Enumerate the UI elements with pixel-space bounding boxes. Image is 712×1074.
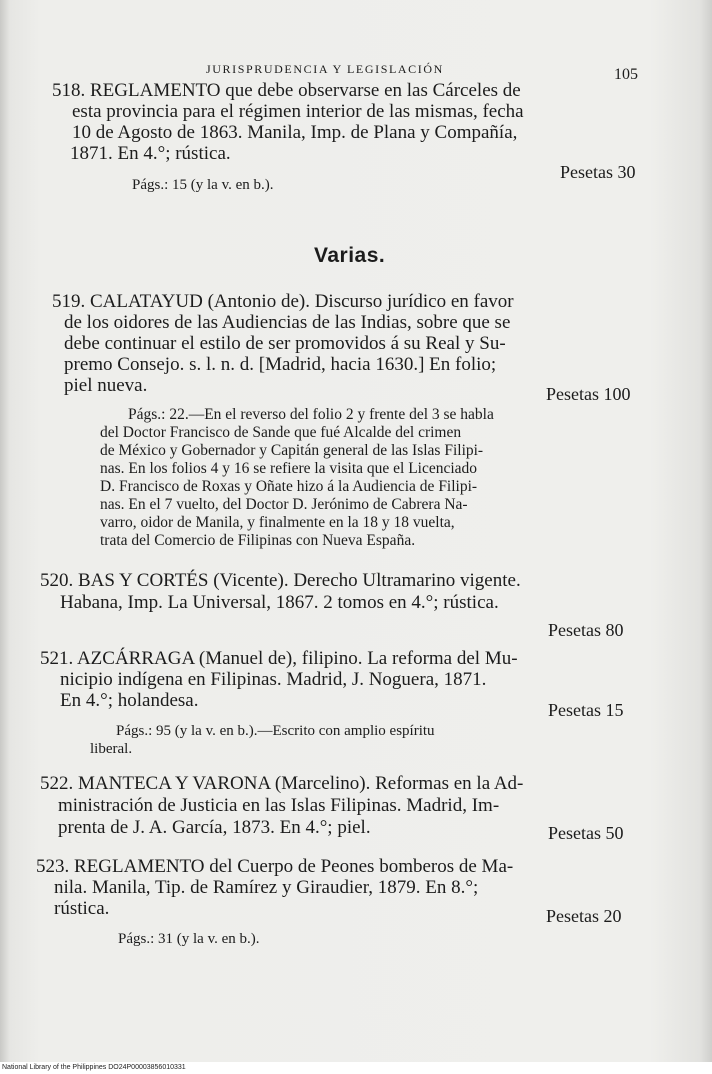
note-line: de México y Gobernador y Capitán general de las Islas Filipi- [100,442,484,459]
entry-line: de los oidores de las Audiencias de las Indias, sobre que se [64,312,511,333]
price: Pesetas 20 [546,906,622,926]
entry-line: 520. BAS Y CORTÉS (Vicente). Derecho Ultramarino vigente. [40,570,521,591]
pages-note: Págs.: 15 (y la v. en b.). [132,177,274,193]
scan-footer: National Library of the Philippines DO24P00003856010331 [2,1064,186,1071]
price: Pesetas 80 [548,620,624,640]
entry-line: 523. REGLAMENTO del Cuerpo de Peones bomberos de Ma- [36,856,514,877]
note-line: del Doctor Francisco de Sande que fué Alcalde del crimen [100,424,462,441]
pages-note: Págs.: 95 (y la v. en b.).—Escrito con amplio espíritu [116,723,435,739]
note-line: nas. En el 7 vuelto, del Doctor D. Jerónimo de Cabrera Na- [100,496,468,513]
running-head: JURISPRUDENCIA Y LEGISLACIÓN [206,62,444,76]
note-line: D. Francisco de Roxas y Oñate hizo á la Audiencia de Filipi- [100,478,478,495]
entry-line: 519. CALATAYUD (Antonio de). Discurso jurídico en favor [52,291,514,312]
entry-line: debe continuar el estilo de ser promovidos á su Real y Su- [64,333,506,354]
entry-line: rústica. [54,898,110,919]
entry-line: premo Consejo. s. l. n. d. [Madrid, hacia 1630.] En folio; [64,354,497,375]
entry-line: nila. Manila, Tip. de Ramírez y Giraudier, 1879. En 8.°; [54,877,479,898]
section-title: Varias. [314,244,386,267]
entry-line: 518. REGLAMENTO que debe observarse en las Cárceles de [52,80,521,101]
pages-note: liberal. [90,741,133,757]
entry-line: prenta de J. A. García, 1873. En 4.°; piel. [58,817,371,838]
price: Pesetas 50 [548,823,624,843]
entry-line: Habana, Imp. La Universal, 1867. 2 tomos en 4.°; rústica. [60,592,499,613]
note-line: trata del Comercio de Filipinas con Nueva España. [100,532,416,549]
price: Pesetas 100 [546,384,631,404]
entry-line: esta provincia para el régimen interior de las mismas, fecha [72,101,524,122]
page-number: 105 [614,66,638,83]
entry-line: piel nueva. [64,375,148,396]
price: Pesetas 15 [548,700,624,720]
entry-line: 10 de Agosto de 1863. Manila, Imp. de Plana y Compañía, [72,122,518,143]
price: Pesetas 30 [560,162,636,182]
note-line: nas. En los folios 4 y 16 se refiere la visita que el Licenciado [100,460,478,477]
pages-note: Págs.: 31 (y la v. en b.). [118,931,260,947]
entry-line: nicipio indígena en Filipinas. Madrid, J. Noguera, 1871. [60,669,487,690]
entry-line: 522. MANTECA Y VARONA (Marcelino). Reformas en la Ad- [40,773,524,794]
entry-line: ministración de Justicia en las Islas Filipinas. Madrid, Im- [58,795,500,816]
entry-line: En 4.°; holandesa. [60,690,199,711]
entry-line: 1871. En 4.°; rústica. [70,143,231,164]
page-header [0,62,712,82]
note-line: varro, oidor de Manila, y finalmente en la 18 y 18 vuelta, [100,514,455,531]
note-line: Págs.: 22.—En el reverso del folio 2 y frente del 3 se habla [128,406,494,423]
entry-line: 521. AZCÁRRAGA (Manuel de), filipino. La reforma del Mu- [40,648,518,669]
